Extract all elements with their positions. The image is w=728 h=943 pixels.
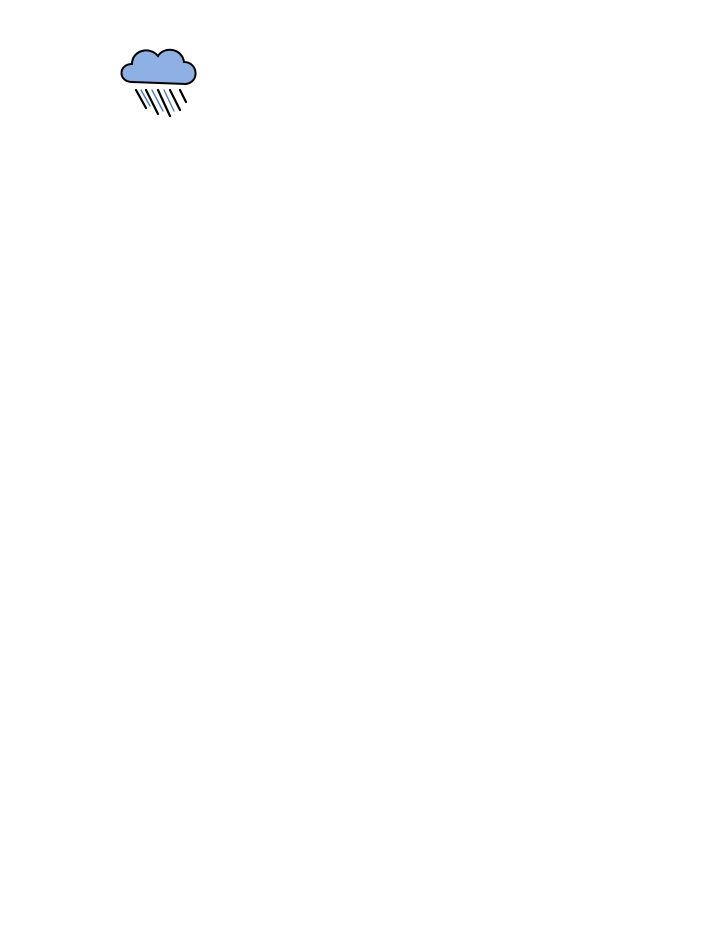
heart-border-top	[0, 0, 728, 34]
heart-border-left	[0, 0, 34, 943]
rain-cloud-icon	[112, 38, 204, 124]
heart-border-bottom	[0, 909, 728, 943]
heart-border-right	[694, 0, 728, 943]
